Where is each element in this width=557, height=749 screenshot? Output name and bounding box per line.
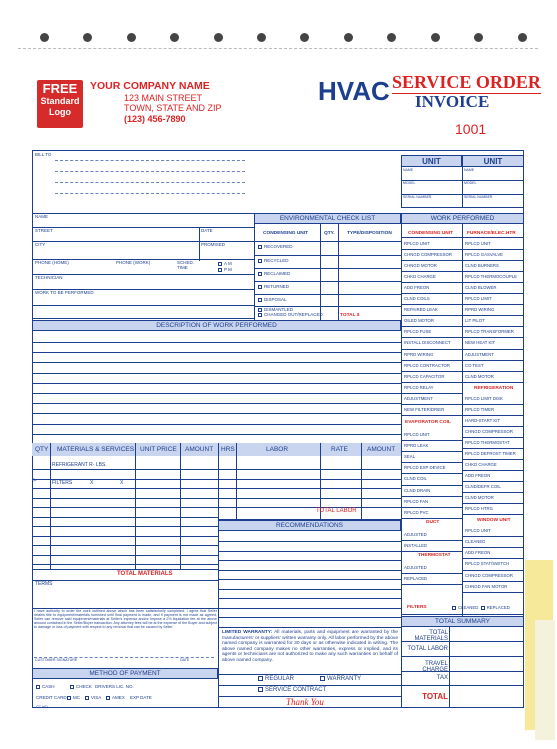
warranty-text: LIMITED WARRANTY: All materials, parts and equipment are warranted by the manufacturers' or suppliers' written warranty only. All labor performed by the above named company is warranted for 30 days or as otherwise indicated in writing. The above named company makes no other warranties, express or implied, and its agents or technicians are not authorized to make any such warranties on behalf of above named company.	[222, 630, 398, 663]
wp-section-head: EVAPORATOR COIL	[405, 420, 451, 426]
rule-line	[401, 393, 462, 394]
labor-col-labor: LABOR	[266, 446, 289, 453]
pay-cash[interactable]: CASH	[36, 685, 55, 690]
rule-line	[218, 560, 401, 561]
rule-line	[401, 237, 462, 238]
filters-x1: X	[90, 480, 94, 486]
pay-credit-card: CREDIT CARD	[36, 695, 67, 700]
rule-line	[462, 470, 524, 471]
ts-total: TOTAL	[422, 692, 448, 701]
wp-item[interactable]: ADD FREON	[465, 550, 491, 556]
wp-item[interactable]: RPLCD UNIT	[404, 241, 430, 246]
rule-line	[218, 541, 401, 542]
rule-line	[401, 282, 462, 283]
rule-line	[401, 293, 462, 294]
unit-model-label: MODEL	[403, 181, 416, 185]
materials-col-amount: AMOUNT	[185, 446, 214, 453]
description-title: DESCRIPTION OF WORK PERFORMED	[32, 320, 401, 331]
punch-hole	[40, 33, 49, 42]
wp-furnace-head: FURNACE/ELEC.HTR	[467, 231, 516, 236]
wp-section-head: FILTERS	[407, 605, 427, 610]
env-check-title: ENVIRONMENTAL CHECK LIST	[254, 213, 401, 224]
pay-amex[interactable]: AMEX	[106, 696, 125, 701]
rule-line	[401, 573, 462, 574]
wp-item[interactable]: ADD FREON	[404, 285, 430, 291]
pm-option[interactable]: P M	[218, 268, 232, 273]
wp-item[interactable]: CHKD CHARGE	[404, 274, 436, 280]
wp-item[interactable]: ADJUSTMENT	[465, 351, 494, 357]
wp-item[interactable]: CHKD CHARGE	[465, 462, 497, 467]
wp-item[interactable]: RPLCD UNIT	[404, 432, 430, 438]
punch-hole	[431, 33, 440, 42]
total-labor-label: TOTAL LABOR	[316, 508, 357, 514]
wp-item[interactable]: RPLCD LIMIT DISK	[465, 395, 503, 401]
street-label: STREET	[35, 228, 53, 233]
company-name: YOUR COMPANY NAME	[90, 80, 210, 92]
rule-line	[462, 426, 524, 427]
wp-item[interactable]: CLND BLOWER	[465, 285, 497, 291]
rule-line	[462, 326, 524, 327]
am-option[interactable]: A M	[218, 262, 232, 267]
rule-line	[32, 507, 218, 508]
pay-mc[interactable]: MC	[67, 696, 80, 701]
unit2-model-label: MODEL	[464, 181, 477, 185]
wp-item[interactable]: RPLCD LIMIT	[465, 296, 492, 302]
punch-hole	[300, 33, 309, 42]
unit-serial-label: SERIAL NUMBER	[403, 195, 432, 199]
rule-line	[218, 498, 401, 499]
rule-line	[401, 451, 462, 452]
company-logo: FREE Standard Logo	[37, 80, 83, 128]
rule-line	[218, 598, 401, 599]
signature-date-label: DATE	[180, 658, 190, 662]
wp-item[interactable]: CHNGD COMPRESSOR	[465, 572, 513, 578]
rule-line	[401, 485, 462, 486]
form-number: 1001	[455, 121, 487, 137]
ts-travel-charge: TRAVEL CHARGE	[422, 661, 448, 673]
rule-line	[462, 360, 524, 361]
rule-line	[218, 617, 401, 618]
rule-line	[218, 579, 401, 580]
labor-col-hrs: HRS	[221, 446, 235, 453]
wp-item[interactable]: RPLCD CONTRACTOR	[404, 362, 450, 368]
technician-label: TECHNICIAN	[35, 275, 63, 280]
rule-line	[32, 352, 401, 353]
materials-col-desc: MATERIALS & SERVICES	[57, 446, 135, 453]
rule-line	[401, 326, 462, 327]
rule-line	[401, 349, 462, 350]
rule-line	[462, 271, 524, 272]
rule-line	[401, 382, 462, 383]
wp-item[interactable]: RPLCD PVC	[404, 509, 429, 515]
unit2-serial-label: SERIAL NUMBER	[464, 195, 493, 199]
authorization-text: I have authority to order the work outlined above which has been satisfactorily completed. I agree that Seller retains title to equipment/materials furnished until final payment is made, and if payment is not made as agreed, Seller can remove said equipment/materials at Seller's expense and/or Impose a 2% liquidation fee at the above amount contained in the Seller/Buyer transaction. Any attorney fees will be at the expense of the Buyer and subject to damage or loss of payment with respect to any removal that can be caused by Seller.	[34, 609, 217, 629]
wp-item[interactable]: CLND/DEFR COIL	[465, 484, 501, 490]
rule-line	[401, 415, 462, 416]
unit-header-1: UNIT	[401, 155, 462, 167]
wp-item[interactable]: HARD-START KIT	[465, 417, 501, 423]
wp-item[interactable]: RPLCD RELAY	[404, 384, 434, 390]
wp-item[interactable]: RPLCD FAN	[404, 498, 429, 504]
pay-cc-no: CC NO.	[36, 705, 49, 709]
rule-line	[218, 570, 401, 571]
ts-total-labor: TOTAL LABOR	[407, 646, 448, 652]
wp-section-head: DUCT	[426, 519, 440, 525]
carbon-copy-white	[535, 620, 555, 740]
work-to-be-performed-label: WORK TO BE PERFORMED	[35, 290, 94, 295]
rule-line	[218, 551, 401, 552]
env-recovered[interactable]: RECOVERED	[258, 245, 293, 250]
recommendations-title: RECOMMENDATIONS	[218, 520, 401, 531]
name-label: NAME	[35, 214, 49, 219]
wp-item[interactable]: CLND COIL	[404, 476, 427, 482]
rule-line	[462, 315, 524, 316]
rule-line	[32, 469, 218, 470]
rule-line	[218, 507, 401, 508]
labor-col-rate: RATE	[331, 446, 348, 453]
rule-line	[462, 349, 524, 350]
wp-item[interactable]: RPLCD FUSE	[404, 329, 432, 335]
payment-title: METHOD OF PAYMENT	[32, 668, 218, 679]
rule-line	[401, 440, 462, 441]
wp-item[interactable]: RPLCD UNIT	[465, 528, 491, 534]
company-phone: (123) 456-7890	[124, 114, 186, 124]
rule-line	[462, 570, 524, 571]
rule-line	[462, 249, 524, 250]
rule-line	[462, 404, 524, 405]
wp-item[interactable]: RPLCD STAT/SWITCH	[465, 561, 510, 567]
title-service-order: SERVICE ORDER	[392, 72, 541, 92]
rule-line	[32, 393, 401, 394]
title-hvac: HVAC	[318, 76, 390, 106]
rule-line	[462, 382, 524, 383]
wp-item[interactable]: RPLCD EXP DEVICE	[404, 465, 446, 471]
pay-check[interactable]: CHECK	[70, 685, 92, 690]
rule-line	[32, 536, 218, 537]
rule-line	[401, 462, 462, 463]
row-marker: >	[33, 478, 37, 484]
wp-item[interactable]: RPLCD GASVALVE	[465, 252, 504, 258]
company-address1: 123 MAIN STREET	[124, 93, 203, 103]
wp-item[interactable]: SEAL	[404, 454, 415, 460]
rule-line	[462, 492, 524, 493]
filters-row: FILTERS	[52, 480, 73, 486]
pay-exp-date: EXP DATE	[130, 695, 152, 700]
materials-col-qty: QTY	[35, 446, 49, 453]
rule-line	[401, 271, 462, 272]
opt-warranty[interactable]: WARRANTY	[320, 676, 361, 682]
wp-item[interactable]: RPLCD TRANSFORMER	[465, 329, 514, 335]
rule-line	[32, 555, 218, 556]
rule-line	[401, 249, 462, 250]
rule-line	[32, 545, 218, 546]
title-invoice: INVOICE	[415, 92, 490, 111]
env-col-type: TYPE/DISPOSITION	[347, 231, 392, 236]
rule-line	[32, 424, 401, 425]
wp-item[interactable]: ADJUSTED	[404, 564, 427, 570]
thank-you-text: Thank You	[286, 697, 324, 707]
rule-line	[32, 488, 218, 489]
wp-item[interactable]: CHNGD MOTOR	[404, 263, 437, 269]
wp-item[interactable]: CLND BURNERS	[465, 263, 499, 269]
rule-line	[218, 469, 401, 470]
rule-line	[401, 337, 462, 338]
rule-line	[462, 558, 524, 559]
env-returned[interactable]: RETURNED	[258, 285, 289, 290]
punch-hole	[344, 33, 353, 42]
rule-line	[462, 282, 524, 283]
rule-line	[401, 584, 462, 585]
rule-line	[401, 304, 462, 305]
wp-section-head: REFRIGERATION	[474, 385, 514, 391]
rule-line	[32, 383, 401, 384]
rule-line	[462, 371, 524, 372]
wp-item[interactable]: CHNGD FAN MOTOR	[465, 583, 508, 589]
rule-line	[32, 413, 401, 414]
rule-line	[32, 342, 401, 343]
env-reclaimed[interactable]: RECLAIMED	[258, 272, 290, 277]
phone-work-label: PHONE (WORK)	[116, 260, 151, 265]
wp-item[interactable]: CHNGD COMPRESSOR	[465, 428, 513, 434]
rule-line	[32, 564, 218, 565]
wp-item[interactable]: CLND MOTOR	[465, 373, 494, 379]
rule-line	[462, 503, 524, 504]
rule-line	[462, 481, 524, 482]
pay-drivers-lic: DRIVERS LIC. NO.	[95, 684, 134, 689]
wp-condensing-head: CONDENSING UNIT	[408, 231, 454, 236]
wp-item[interactable]: ADJUSTED	[404, 531, 427, 537]
rule-line	[462, 237, 524, 238]
rule-line	[32, 362, 401, 363]
rule-line	[462, 547, 524, 548]
wp-item[interactable]: RPRD WIRING	[465, 307, 495, 313]
refrigerant-row: REFRIGERANT R- LBS.	[52, 462, 107, 468]
punch-hole	[170, 33, 179, 42]
rule-line	[401, 315, 462, 316]
wp-item[interactable]: OILED MOTOR	[404, 318, 435, 324]
punch-hole	[474, 33, 483, 42]
rule-line	[32, 526, 218, 527]
rule-line	[462, 459, 524, 460]
filters-x2: X	[120, 480, 124, 486]
rule-line	[401, 371, 462, 372]
wp-item[interactable]: CLND MOTOR	[465, 495, 494, 501]
env-changed-out[interactable]: CHANGED OUT/REPLACED	[258, 313, 323, 318]
filters-options[interactable]: CLEANED REPLACED	[452, 605, 510, 610]
wp-item[interactable]: RPLCD CAPACITOR	[404, 373, 445, 379]
env-total-label: TOTAL $	[340, 313, 360, 318]
env-recycled[interactable]: RECYCLED	[258, 259, 289, 264]
rule-line	[32, 403, 401, 404]
rule-line	[32, 373, 401, 374]
company-address2: TOWN, STATE AND ZIP	[124, 103, 222, 113]
unit2-name-label: NAME	[464, 168, 475, 172]
materials-col-price: UNIT PRICE	[140, 446, 177, 453]
rule-line	[401, 473, 462, 474]
punch-hole	[214, 33, 223, 42]
labor-col-amount: AMOUNT	[367, 446, 396, 453]
punch-hole	[257, 33, 266, 42]
wp-item[interactable]: RPRD LEAK	[404, 443, 429, 449]
wp-item[interactable]: INSTALLED	[404, 542, 428, 548]
punch-hole	[387, 33, 396, 42]
sched-time-label: SCHED. TIME	[177, 260, 195, 270]
wp-item[interactable]: RPLCD THERMOCOUPLE	[465, 274, 517, 280]
wp-item[interactable]: INSTALL DISCONNECT	[404, 340, 451, 346]
pay-visa[interactable]: VISA	[85, 696, 101, 701]
rule-line	[462, 448, 524, 449]
wp-item[interactable]: CLND COILS	[404, 296, 430, 302]
wp-item[interactable]: RPRD WIRING	[404, 351, 434, 357]
rule-line	[462, 592, 524, 593]
unit-header-2: UNIT	[462, 155, 524, 167]
punch-hole	[518, 33, 527, 42]
punch-hole	[83, 33, 92, 42]
total-summary-title: TOTAL SUMMARY	[401, 616, 524, 627]
rule-line	[401, 507, 462, 508]
rule-line	[401, 360, 462, 361]
unit-name-label: NAME	[403, 168, 414, 172]
rule-line	[462, 437, 524, 438]
wp-item[interactable]: CHNGD COMPRESSOR	[404, 252, 452, 258]
wp-section-head: WINDOW UNIT	[477, 518, 511, 524]
rule-line	[401, 404, 462, 405]
wp-item[interactable]: RPLCD TIMER	[465, 406, 495, 412]
total-materials-label: TOTAL MATERIALS	[117, 571, 173, 577]
wp-item[interactable]: RPLCD DEFROST TIMER	[465, 450, 516, 456]
ts-tax: TAX	[436, 675, 448, 681]
ts-total-materials: TOTAL MATERIALS	[414, 630, 448, 642]
rule-line	[401, 496, 462, 497]
rule-line	[462, 415, 524, 416]
env-col-condensing: CONDENSING UNIT	[263, 231, 309, 236]
wp-item[interactable]: REPLACED	[404, 575, 428, 581]
rule-line	[462, 514, 524, 515]
perforation-line	[18, 48, 538, 49]
wp-item[interactable]: NEW HEAT KIT	[465, 340, 496, 346]
date-label: DATE	[201, 228, 213, 233]
rule-line	[462, 536, 524, 537]
wp-section-head: THERMOSTAT	[418, 552, 451, 558]
terms-label: TERMS	[35, 581, 53, 587]
rule-line	[462, 581, 524, 582]
rule-line	[462, 337, 524, 338]
rule-line	[462, 304, 524, 305]
wp-item[interactable]: RPLCD UNIT	[465, 241, 491, 246]
bill-to-label: BILL TO	[35, 152, 52, 157]
rule-line	[32, 498, 218, 499]
punch-hole	[127, 33, 136, 42]
rule-line	[401, 518, 462, 519]
rule-line	[401, 260, 462, 261]
rule-line	[32, 517, 218, 518]
wp-item[interactable]: REPAIRED LEAK	[404, 307, 438, 313]
rule-line	[218, 589, 401, 590]
rule-line	[401, 540, 462, 541]
rule-line	[401, 614, 524, 615]
work-performed-title: WORK PERFORMED	[401, 213, 524, 224]
wp-item[interactable]: NEW FILTER/DRIER	[404, 406, 445, 412]
env-col-qty: QTY.	[324, 231, 335, 236]
wp-item[interactable]: ADJUSTMENT	[404, 395, 433, 401]
opt-service-contract[interactable]: SERVICE CONTRACT	[258, 687, 326, 693]
rule-line	[32, 434, 401, 435]
phone-home-label: PHONE (HOME)	[35, 260, 69, 265]
wp-item[interactable]: LIT PILOT	[465, 318, 485, 324]
rule-line	[218, 488, 401, 489]
wp-item[interactable]: RPLCD THERMOSTAT	[465, 439, 510, 445]
rule-line	[462, 293, 524, 294]
wp-item[interactable]: CO TEST	[465, 362, 484, 368]
rule-line	[218, 479, 401, 480]
wp-item[interactable]: CLEANED	[465, 539, 486, 545]
rule-line	[401, 551, 462, 552]
rule-line	[32, 479, 218, 480]
rule-line	[218, 608, 401, 609]
wp-item[interactable]: RPLCD HTRG	[465, 506, 493, 512]
opt-regular[interactable]: REGULAR	[258, 676, 294, 682]
city-label: CITY	[35, 242, 46, 247]
promised-label: PROMISED	[201, 242, 226, 247]
env-disposal[interactable]: DISPOSAL	[258, 298, 287, 303]
rule-line	[462, 260, 524, 261]
wp-item[interactable]: CLND DRAIN	[404, 487, 431, 493]
wp-item[interactable]: ADD FREON	[465, 473, 491, 479]
customer-signature-label: CUSTOMER SIGNATURE	[35, 658, 78, 662]
env-dismantled[interactable]: DISMANTLED	[258, 308, 293, 313]
